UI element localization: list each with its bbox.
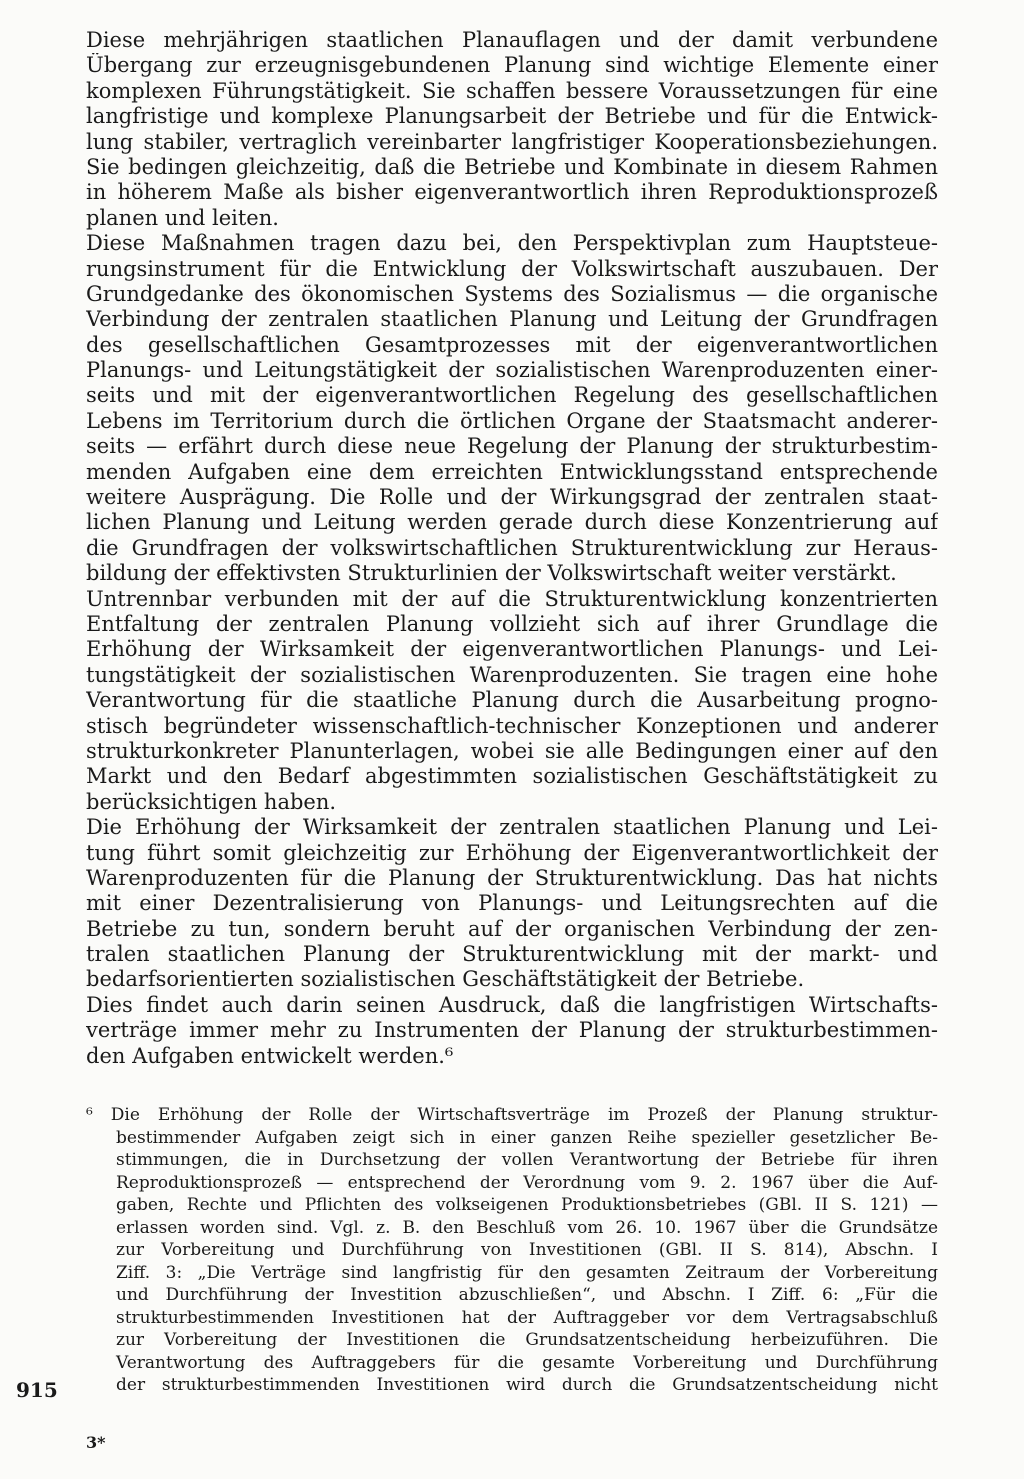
text-line: berücksichtigen haben. — [86, 789, 337, 814]
footnote-line: erlassen worden sind. Vgl. z. B. den Beschluß vom 26. 10. 1967 über die Grundsätze — [116, 1217, 938, 1238]
text-line: langfristige und komplexe Planungsarbeit der Betriebe und für die Entwick- — [86, 104, 938, 129]
footnote-line: Reproduktionsprozeß — entsprechend der Verordnung vom 9. 2. 1967 über die Auf- — [116, 1172, 938, 1193]
text-line: Grundgedanke des ökonomischen Systems des Sozialismus — die organische — [86, 281, 938, 306]
footnote-line: ⁶ Die Erhöhung der Rolle der Wirtschaftsverträge im Prozeß der Planung struktur- — [86, 1105, 938, 1125]
footnote-line: Ziff. 3: „Die Verträge sind langfristig für den gesamten Zeitraum der Vorbereitung — [116, 1262, 938, 1283]
text-line: strukturkonkreter Planunterlagen, wobei sie alle Bedingungen einer auf den — [86, 738, 938, 763]
footnote-line: zur Vorbereitung der Investitionen die Grundsatzentscheidung herbeizuführen. Die — [116, 1330, 938, 1350]
footnote-block — [86, 1104, 938, 1397]
footnote-line: und Durchführung der Investition abzuschließen“, und Abschn. I Ziff. 6: „Für die — [116, 1285, 938, 1305]
text-line: Übergang zur erzeugnisgebundenen Planung sind wichtige Elemente einer — [86, 53, 938, 78]
text-line: seits — erfährt durch diese neue Regelung der Planung der strukturbestim- — [86, 434, 938, 459]
text-line: tralen staatlichen Planung der Strukturentwicklung mit der markt- und — [86, 942, 938, 967]
text-line: Lebens im Territorium durch die örtlichen Organe der Staatsmacht anderer- — [86, 408, 938, 433]
footnote-line: strukturbestimmenden Investitionen hat der Auftraggeber vor dem Vertragsabschluß — [116, 1307, 938, 1328]
text-line: tungstätigkeit der sozialistischen Warenproduzenten. Sie tragen eine hohe — [86, 662, 938, 687]
signature-mark: 3* — [86, 1433, 106, 1452]
footnote-line: stimmungen, die in Durchsetzung der vollen Verantwortung der Betriebe für ihren — [116, 1150, 938, 1170]
main-text — [86, 28, 938, 1069]
text-line: den Aufgaben entwickelt werden.⁶ — [86, 1043, 454, 1068]
text-line: Verantwortung für die staatliche Planung durch die Ausarbeitung progno- — [86, 688, 938, 713]
text-line: mit einer Dezentralisierung von Planungs- und Leitungsrechten auf die — [86, 891, 938, 916]
text-line: Verbindung der zentralen staatlichen Planung und Leitung der Grundfragen — [86, 307, 938, 332]
text-line: Erhöhung der Wirksamkeit der eigenverantwortlichen Planungs- und Lei- — [86, 637, 938, 662]
text-line: lichen Planung und Leitung werden gerade durch diese Konzentrierung auf — [86, 510, 938, 535]
text-line: planen und leiten. — [86, 205, 279, 230]
text-line: komplexen Führungstätigkeit. Sie schaffen bessere Voraussetzungen für eine — [86, 78, 938, 103]
text-line: bedarfsorientierten sozialistischen Geschäftstätigkeit der Betriebe. — [86, 967, 805, 992]
text-line: tung führt somit gleichzeitig zur Erhöhung der Eigenverantwortlichkeit der — [86, 840, 938, 865]
text-line: stisch begründeter wissenschaftlich-technischer Konzeptionen und anderer — [86, 713, 938, 738]
text-line: Entfaltung der zentralen Planung vollzieht sich auf ihrer Grundlage die — [86, 611, 938, 636]
text-line: Betriebe zu tun, sondern beruht auf der organischen Verbindung der zen- — [86, 916, 938, 941]
text-line: Untrennbar verbunden mit der auf die Strukturentwicklung konzentrierten — [86, 586, 938, 611]
text-line: verträge immer mehr zu Instrumenten der Planung der strukturbestimmen- — [86, 1018, 938, 1043]
text-line: lung stabiler, vertraglich vereinbarter langfristiger Kooperationsbeziehungen. — [86, 129, 938, 154]
footnote-line: Verantwortung des Auftraggebers für die gesamte Vorbereitung und Durchführung — [116, 1352, 938, 1373]
text-line: bildung der effektivsten Strukturlinien der Volkswirtschaft weiter verstärkt. — [86, 561, 897, 586]
text-line: weitere Ausprägung. Die Rolle und der Wirkungsgrad der zentralen staat- — [86, 485, 938, 510]
text-line: des gesellschaftlichen Gesamtprozesses mit der eigenverantwortlichen — [86, 332, 938, 357]
text-line: die Grundfragen der volkswirtschaftlichen Strukturentwicklung zur Heraus- — [86, 535, 938, 560]
text-line: Planungs- und Leitungstätigkeit der sozialistischen Warenproduzenten einer- — [86, 358, 938, 383]
footnote-line: der strukturbestimmenden Investitionen wird durch die Grundsatzentscheidung nicht — [116, 1375, 938, 1395]
text-line: seits und mit der eigenverantwortlichen Regelung des gesellschaftlichen — [86, 383, 938, 408]
text-line: Markt und den Bedarf abgestimmten sozialistischen Geschäftstätigkeit zu — [86, 764, 938, 789]
text-line: Diese mehrjährigen staatlichen Planauflagen und der damit verbundene — [86, 28, 938, 52]
footnote-line: gaben, Rechte und Pflichten des volkseigenen Produktionsbetriebes (GBl. II S. 121) — — [116, 1195, 938, 1215]
text-line: Warenproduzenten für die Planung der Strukturentwicklung. Das hat nichts — [86, 865, 938, 890]
text-line: Sie bedingen gleichzeitig, daß die Betriebe und Kombinate in diesem Rahmen — [86, 154, 938, 179]
text-line: menden Aufgaben eine dem erreichten Entwicklungsstand entsprechende — [86, 459, 938, 484]
text-line: in höherem Maße als bisher eigenverantwortlich ihren Reproduktionsprozeß — [86, 180, 938, 205]
page-number: 915 — [16, 1378, 58, 1402]
text-line: Diese Maßnahmen tragen dazu bei, den Perspektivplan zum Hauptsteue- — [86, 231, 938, 256]
text-line: Die Erhöhung der Wirksamkeit der zentralen staatlichen Planung und Lei- — [86, 815, 938, 840]
footnote-line: bestimmender Aufgaben zeigt sich in einer ganzen Reihe spezieller gesetzlicher Be- — [116, 1127, 938, 1148]
footnote-line: zur Vorbereitung und Durchführung von Investitionen (GBl. II S. 814), Abschn. I — [116, 1240, 938, 1260]
text-line: Dies findet auch darin seinen Ausdruck, daß die langfristigen Wirtschafts- — [86, 992, 938, 1017]
text-line: rungsinstrument für die Entwicklung der Volkswirtschaft auszubauen. Der — [86, 256, 938, 281]
